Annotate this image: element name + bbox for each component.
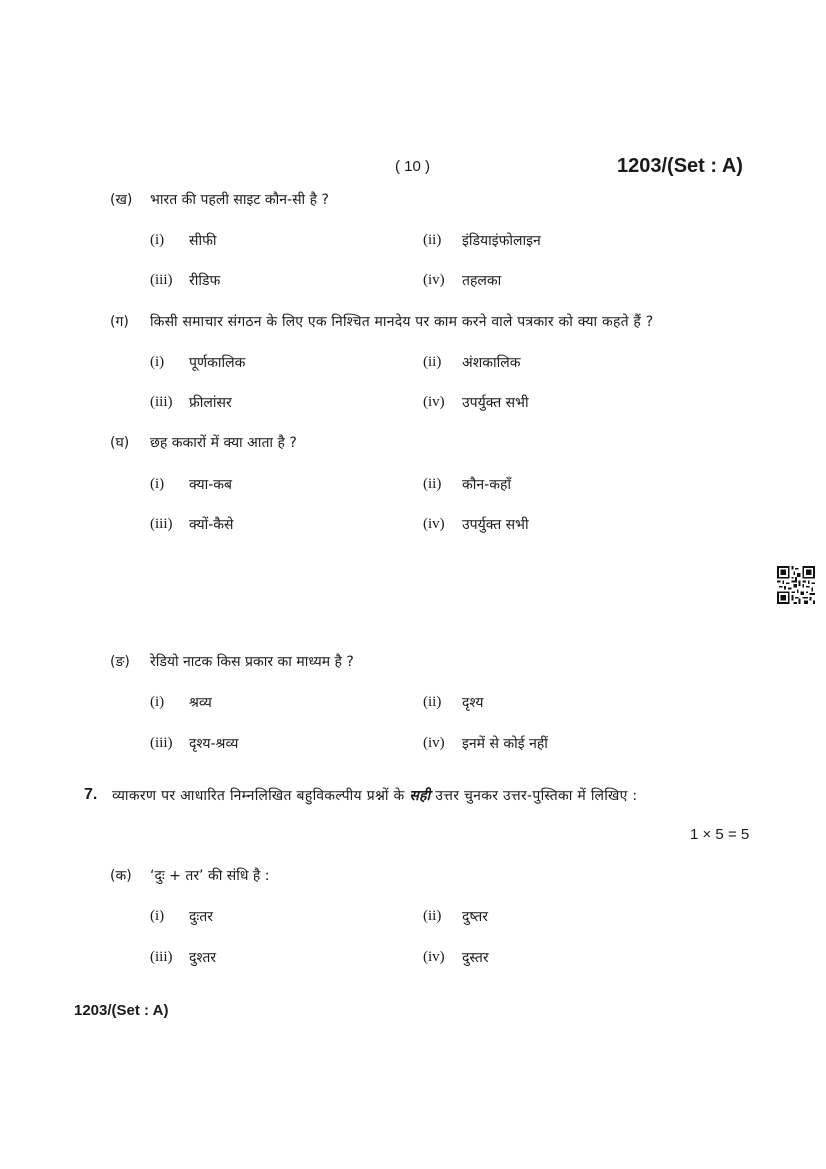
option-label: (iv)	[423, 272, 445, 288]
question-label: (ग)	[110, 314, 129, 330]
option-text: दृश्य-श्रव्य	[189, 736, 239, 752]
marks-scheme: 1 × 5 = 5	[690, 826, 750, 843]
option-text: इनमें से कोई नहीं	[462, 736, 548, 752]
question-text: किसी समाचार संगठन के लिए एक निश्चित मानदेय पर काम करने वाले पत्रकार को क्या कहते हैं ?	[150, 314, 654, 330]
option-text: क्यों-कैसे	[189, 517, 234, 533]
option-label: (ii)	[423, 908, 442, 924]
option-label: (iii)	[150, 394, 173, 410]
option-text: दुस्तर	[462, 950, 489, 966]
option-label: (ii)	[423, 354, 442, 370]
question-label: (क)	[110, 868, 132, 884]
question-label: (ङ)	[110, 654, 130, 670]
option-label: (ii)	[423, 232, 442, 248]
instruction-emphasis: सही	[409, 788, 431, 804]
option-label: (ii)	[423, 476, 442, 492]
option-text: दुष्तर	[462, 909, 488, 925]
option-label: (iv)	[423, 394, 445, 410]
question-label: (घ)	[110, 435, 130, 451]
instruction-text: व्याकरण पर आधारित निम्नलिखित बहुविकल्पीय प्रश्नों के	[112, 788, 405, 804]
question-text: भारत की पहली साइट कौन-सी है ?	[150, 192, 329, 208]
question-text: छह ककारों में क्या आता है ?	[150, 435, 297, 451]
option-label: (i)	[150, 908, 165, 924]
option-label: (iii)	[150, 272, 173, 288]
option-text: सीफी	[189, 233, 217, 249]
question-7-instruction	[112, 786, 637, 805]
option-text: अंशकालिक	[462, 355, 521, 371]
option-label: (iv)	[423, 516, 445, 532]
option-label: (i)	[150, 232, 165, 248]
option-label: (i)	[150, 476, 165, 492]
question-number: 7.	[84, 786, 98, 803]
option-label: (iii)	[150, 516, 173, 532]
option-text: दुःतर	[189, 909, 213, 925]
paper-code-header: 1203/(Set : A)	[617, 155, 743, 177]
option-text: रीडिफ	[189, 273, 221, 289]
option-text: पूर्णकालिक	[189, 355, 246, 371]
option-label: (i)	[150, 694, 165, 710]
option-text: तहलका	[462, 273, 502, 289]
option-text: क्या-कब	[189, 477, 233, 493]
qr-code-icon	[777, 566, 815, 604]
option-text: इंडियाइंफोलाइन	[462, 233, 541, 249]
option-label: (i)	[150, 354, 165, 370]
option-text: दुश्तर	[189, 950, 217, 966]
question-label: (ख)	[110, 192, 133, 208]
option-text: दृश्य	[462, 695, 484, 711]
option-text: उपर्युक्त सभी	[462, 517, 529, 533]
option-label: (iii)	[150, 949, 173, 965]
page-number: ( 10 )	[395, 158, 431, 175]
option-label: (iv)	[423, 949, 445, 965]
question-text: रेडियो नाटक किस प्रकार का माध्यम है ?	[150, 654, 354, 670]
option-label: (ii)	[423, 694, 442, 710]
option-label: (iii)	[150, 735, 173, 751]
paper-code-footer: 1203/(Set : A)	[74, 1002, 169, 1019]
option-label: (iv)	[423, 735, 445, 751]
option-text: उपर्युक्त सभी	[462, 395, 529, 411]
question-text: ‘दुः + तर’ की संधि है :	[150, 868, 270, 884]
option-text: श्रव्य	[189, 695, 212, 711]
instruction-text: उत्तर चुनकर उत्तर-पुस्तिका में लिखिए :	[435, 788, 638, 804]
option-text: फ्रीलांसर	[189, 395, 232, 411]
option-text: कौन-कहाँ	[462, 477, 512, 493]
